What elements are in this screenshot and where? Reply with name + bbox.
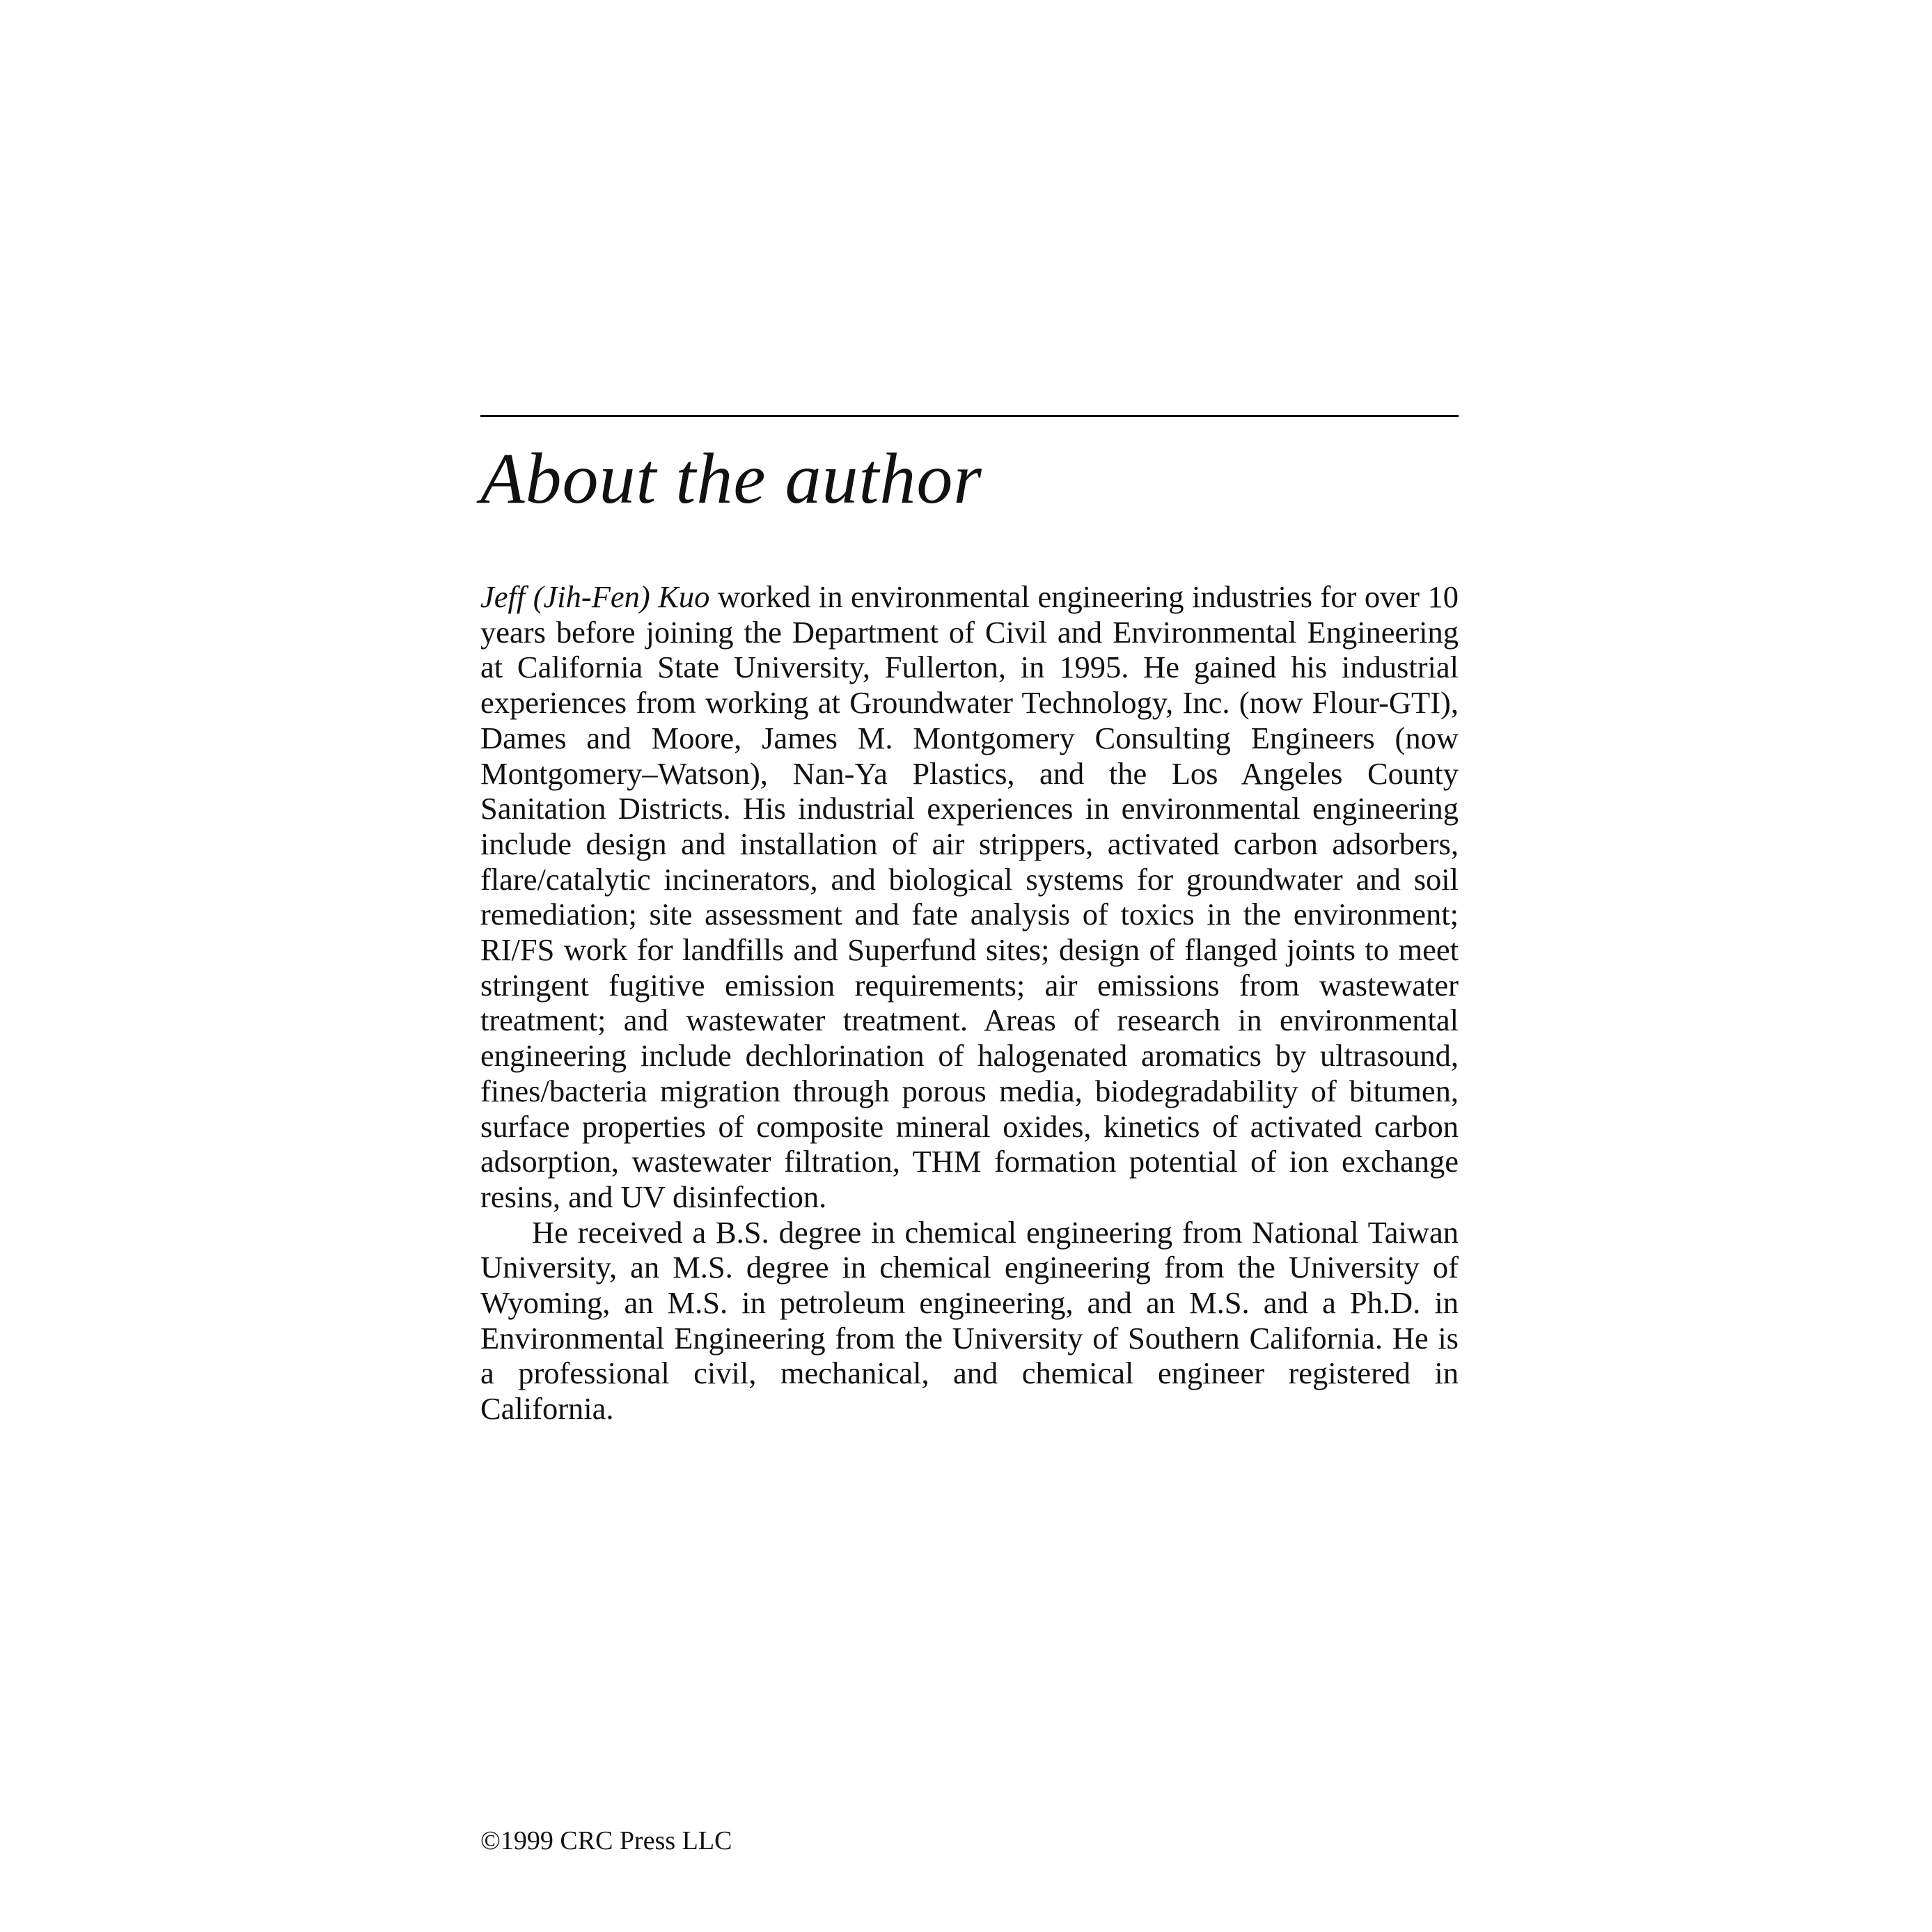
copyright-notice: ©1999 CRC Press LLC <box>480 1826 732 1855</box>
heading-rule <box>480 415 1459 417</box>
author-bio <box>480 579 1459 1427</box>
bio-paragraph-1 <box>480 579 1459 1215</box>
bio-paragraph-2: He received a B.S. degree in chemical engineering from National Taiwan University, an M.S. degree in chemical engineering from the University of Wyoming, an M.S. in petroleum engineering, and an M.S. and a Ph.D. in Environmental Engineering from the University of Southern California. He is a professional civil, mechanical, and chemical engineer registered in California. <box>480 1214 1459 1427</box>
page-title: About the author <box>480 439 982 519</box>
author-name: Jeff (Jih-Fen) Kuo <box>480 579 710 614</box>
bio-paragraph-1-text: worked in environmental engineering industries for over 10 years before joining the Department of Civil and Environmental Engineering at California State University, Fullerton, in 1995. He gained his industrial experiences from working at Groundwater Technology, Inc. (now Flour-GTI), Dames and Moore, James M. Montgomery Consulting Engineers (now Montgomery–Watson), Nan-Ya Plastics, and the Los Angeles County Sanitation Districts. His industrial experiences in environmental engineering include design and installation of air strippers, activated carbon adsorbers, flare/catalytic incinerators, and biological systems for groundwater and soil remediation; site assessment and fate analysis of toxics in the environment; RI/FS work for landfills and Superfund sites; design of flanged joints to meet stringent fugitive emission requirements; air emissions from wastewater treatment; and wastewater treatment. Areas of research in environmental engineering include dechlorination of halogenated aromatics by ultrasound, fines/bacteria migration through porous media, biodegradability of bitumen, surface properties of composite mineral oxides, kinetics of activated carbon adsorption, wastewater filtration, THM formation potential of ion exchange resins, and UV disinfection. <box>480 579 1459 1214</box>
